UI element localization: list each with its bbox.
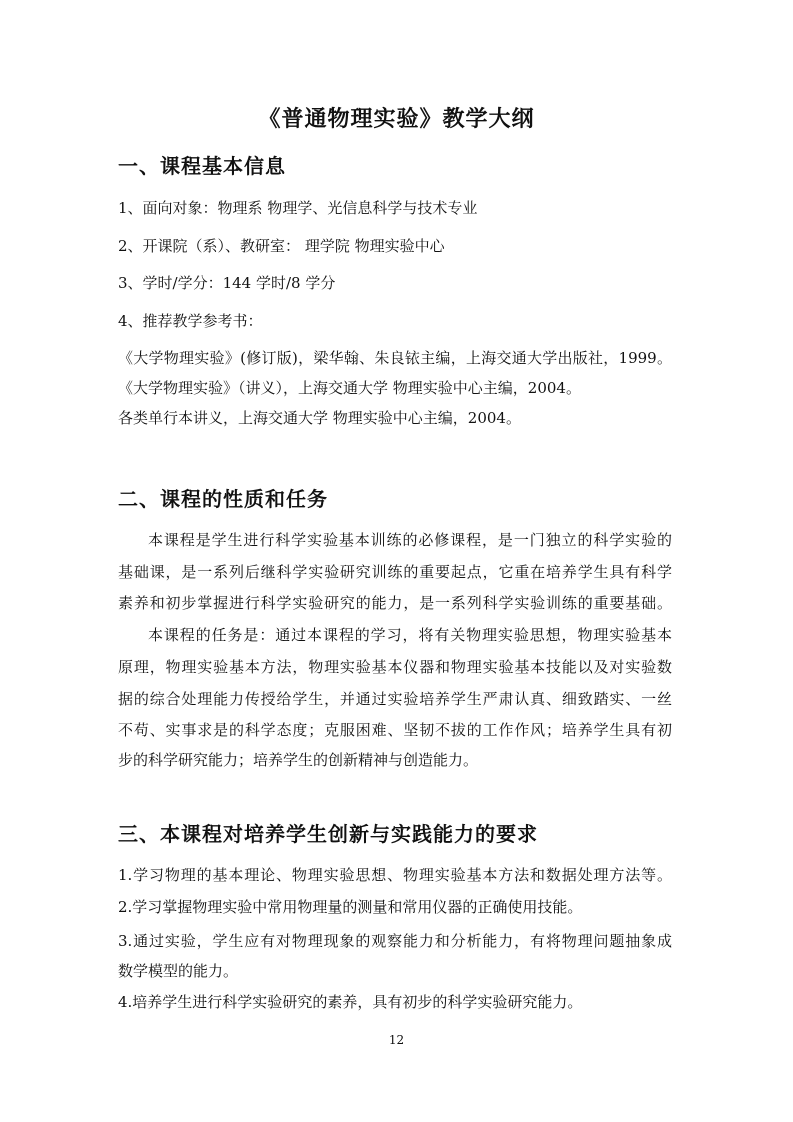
reference-item: 各类单行本讲义，上海交通大学 物理实验中心主编，2004。 xyxy=(118,409,521,427)
page-number: 12 xyxy=(388,1033,405,1047)
info-item-audience: 1、面向对象：物理系 物理学、光信息科学与技术专业 xyxy=(118,199,478,217)
paragraph-line: 不苟、实事求是的科学态度；克服困难、坚韧不拔的工作作风；培养学生具有初 xyxy=(118,721,672,739)
paragraph-line: 素养和初步掌握进行科学实验研究的能力，是一系列科学实验训练的重要基础。 xyxy=(118,594,672,612)
requirement-line: 数学模型的能力。 xyxy=(118,962,239,980)
info-item-hours-credits: 3、学时/学分：144 学时/8 学分 xyxy=(118,274,336,292)
paragraph-line: 基础课，是一系列后继科学实验研究训练的重要起点，它重在培养学生具有科学 xyxy=(118,563,672,581)
paragraph-line: 据的综合处理能力传授给学生，并通过实验培养学生严肃认真、细致踏实、一丝 xyxy=(118,690,672,708)
requirement-line: 3.通过实验，学生应有对物理现象的观察能力和分析能力，有将物理问题抽象成 xyxy=(118,932,672,950)
info-item-department: 2、开课院（系）、教研室： 理学院 物理实验中心 xyxy=(118,237,445,255)
requirement-line: 2.学习掌握物理实验中常用物理量的测量和常用仪器的正确使用技能。 xyxy=(118,898,583,916)
reference-item: 《大学物理实验》（讲义），上海交通大学 物理实验中心主编，2004。 xyxy=(118,379,581,397)
section-heading-requirements: 三、本课程对培养学生创新与实践能力的要求 xyxy=(118,822,538,846)
requirement-line: 1.学习物理的基本理论、物理实验思想、物理实验基本方法和数据处理方法等。 xyxy=(118,866,672,884)
reference-item: 《大学物理实验》(修订版)，梁华翰、朱良铱主编，上海交通大学出版社，1999。 xyxy=(118,349,672,367)
requirement-line: 4.培养学生进行科学实验研究的素养，具有初步的科学实验研究能力。 xyxy=(118,993,583,1011)
info-item-references: 4、推荐教学参考书： xyxy=(118,312,263,330)
section-heading-basic-info: 一、课程基本信息 xyxy=(118,154,286,178)
paragraph-line: 原理，物理实验基本方法，物理实验基本仪器和物理实验基本技能以及对实验数 xyxy=(118,658,672,676)
paragraph-line: 本课程是学生进行科学实验基本训练的必修课程，是一门独立的科学实验的 xyxy=(148,531,672,549)
paragraph-line: 本课程的任务是：通过本课程的学习，将有关物理实验思想，物理实验基本 xyxy=(148,626,672,644)
paragraph-line: 步的科学研究能力；培养学生的创新精神与创造能力。 xyxy=(118,751,479,769)
document-title: 《普通物理实验》教学大纲 xyxy=(258,106,535,132)
section-heading-nature-tasks: 二、课程的性质和任务 xyxy=(118,487,328,511)
